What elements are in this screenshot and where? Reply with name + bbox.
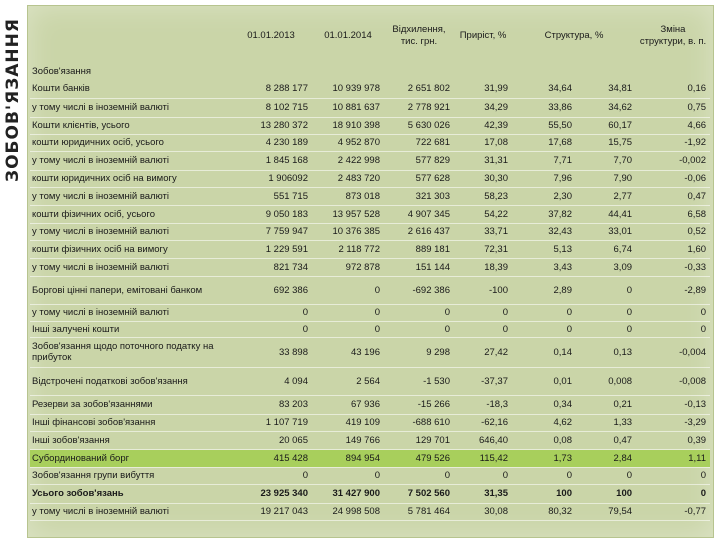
- cell-value: 0,47: [576, 431, 636, 449]
- cell-value: 31 427 900: [312, 484, 384, 503]
- cell-value: 0: [636, 304, 710, 321]
- table-row: [30, 431, 710, 449]
- cell-value: 1 107 719: [230, 414, 312, 431]
- cell-value: 2,84: [576, 449, 636, 467]
- cell-value: 83 203: [230, 395, 312, 414]
- cell-value: 692 386: [230, 276, 312, 304]
- table-row: [30, 258, 710, 276]
- cell-value: 17,68: [512, 134, 576, 151]
- cell-value: 873 018: [312, 187, 384, 205]
- cell-value: 0,01: [512, 367, 576, 395]
- row-label: Інші залучені кошти: [30, 321, 230, 337]
- row-label: Зобов'язання групи вибуття: [30, 467, 230, 484]
- cell-value: 0: [454, 321, 512, 337]
- cell-value: 4 907 345: [384, 205, 454, 223]
- row-label: Резерви за зобов'язаннями: [30, 395, 230, 414]
- cell-value: 7,70: [576, 151, 636, 170]
- cell-value: 100: [512, 484, 576, 503]
- table-row: [30, 395, 710, 414]
- cell-value: -18,3: [454, 395, 512, 414]
- cell-value: 5 630 026: [384, 117, 454, 134]
- cell-value: 0,16: [636, 79, 710, 98]
- table-row: [30, 79, 710, 98]
- cell-value: -688 610: [384, 414, 454, 431]
- cell-value: 5 781 464: [384, 503, 454, 520]
- table-row: [30, 276, 710, 304]
- row-label: у тому числі в іноземній валюті: [30, 503, 230, 520]
- cell-value: 1,60: [636, 240, 710, 258]
- cell-value: -0,008: [636, 367, 710, 395]
- header-structure-change: Зміна структури, в. п.: [639, 24, 707, 47]
- cell-value: 44,41: [576, 205, 636, 223]
- cell-value: 419 109: [312, 414, 384, 431]
- table-row: [30, 134, 710, 151]
- cell-value: 0: [636, 484, 710, 503]
- cell-value: 0: [384, 321, 454, 337]
- cell-value: 2,77: [576, 187, 636, 205]
- cell-value: 33 898: [230, 337, 312, 367]
- row-label: у тому числі в іноземній валюті: [30, 304, 230, 321]
- cell-value: 646,40: [454, 431, 512, 449]
- table-row: [30, 503, 710, 520]
- cell-value: 7 502 560: [384, 484, 454, 503]
- cell-value: 33,71: [454, 223, 512, 240]
- row-label: Інші фінансові зобов'язання: [30, 414, 230, 431]
- cell-value: 0: [384, 467, 454, 484]
- cell-value: 1,11: [636, 449, 710, 467]
- cell-value: 9 050 183: [230, 205, 312, 223]
- cell-value: 6,58: [636, 205, 710, 223]
- row-label: у тому числі в іноземній валюті: [30, 187, 230, 205]
- cell-value: 551 715: [230, 187, 312, 205]
- row-label: Кошти клієнтів, усього: [30, 117, 230, 134]
- section-label: Зобов'язання: [32, 66, 92, 77]
- cell-value: 415 428: [230, 449, 312, 467]
- cell-value: -1 530: [384, 367, 454, 395]
- cell-value: -0,77: [636, 503, 710, 520]
- cell-value: 54,22: [454, 205, 512, 223]
- cell-value: 129 701: [384, 431, 454, 449]
- cell-value: 0: [576, 304, 636, 321]
- row-label: Інші зобов'язання: [30, 431, 230, 449]
- cell-value: 34,64: [512, 79, 576, 98]
- side-title: ЗОБОВ'ЯЗАННЯ: [2, 18, 23, 182]
- cell-value: -692 386: [384, 276, 454, 304]
- cell-value: 60,17: [576, 117, 636, 134]
- cell-value: 0,13: [576, 337, 636, 367]
- row-label: Кошти банків: [30, 79, 230, 98]
- cell-value: 0: [636, 467, 710, 484]
- cell-value: 33,86: [512, 98, 576, 117]
- cell-value: 3,43: [512, 258, 576, 276]
- cell-value: 2 616 437: [384, 223, 454, 240]
- cell-value: 19 217 043: [230, 503, 312, 520]
- cell-value: 0,34: [512, 395, 576, 414]
- cell-value: 0: [512, 467, 576, 484]
- table-row: [30, 117, 710, 134]
- cell-value: 2 118 772: [312, 240, 384, 258]
- cell-value: 58,23: [454, 187, 512, 205]
- side-title-container: [0, 0, 25, 200]
- cell-value: 821 734: [230, 258, 312, 276]
- cell-value: 1 229 591: [230, 240, 312, 258]
- cell-value: 8 102 715: [230, 98, 312, 117]
- cell-value: 15,75: [576, 134, 636, 151]
- cell-value: 31,35: [454, 484, 512, 503]
- cell-value: 0,008: [576, 367, 636, 395]
- row-label: кошти юридичних осіб, усього: [30, 134, 230, 151]
- cell-value: 42,39: [454, 117, 512, 134]
- cell-value: 79,54: [576, 503, 636, 520]
- cell-value: -62,16: [454, 414, 512, 431]
- table-row: [30, 223, 710, 240]
- cell-value: 0: [454, 467, 512, 484]
- cell-value: 0: [576, 467, 636, 484]
- cell-value: 10 376 385: [312, 223, 384, 240]
- cell-value: 1 845 168: [230, 151, 312, 170]
- cell-value: 4 230 189: [230, 134, 312, 151]
- table-row: [30, 240, 710, 258]
- cell-value: 9 298: [384, 337, 454, 367]
- cell-value: 6,74: [576, 240, 636, 258]
- cell-value: 10 881 637: [312, 98, 384, 117]
- header-date-2013: 01.01.2013: [247, 30, 295, 41]
- cell-value: 18,39: [454, 258, 512, 276]
- cell-value: 0: [454, 304, 512, 321]
- cell-value: 27,42: [454, 337, 512, 367]
- cell-value: 0,08: [512, 431, 576, 449]
- table-row: [30, 449, 710, 467]
- cell-value: 5,13: [512, 240, 576, 258]
- cell-value: 151 144: [384, 258, 454, 276]
- cell-value: 31,31: [454, 151, 512, 170]
- table-row: [30, 205, 710, 223]
- cell-value: 34,62: [576, 98, 636, 117]
- cell-value: -3,29: [636, 414, 710, 431]
- cell-value: 889 181: [384, 240, 454, 258]
- header-row: [30, 8, 710, 64]
- cell-value: 7,71: [512, 151, 576, 170]
- row-label: Усього зобов'язань: [30, 484, 230, 503]
- cell-value: 2 778 921: [384, 98, 454, 117]
- liabilities-table: [30, 8, 710, 521]
- row-label: у тому числі в іноземній валюті: [30, 98, 230, 117]
- cell-value: 0: [312, 276, 384, 304]
- row-label: кошти фізичних осіб на вимогу: [30, 240, 230, 258]
- cell-value: -0,33: [636, 258, 710, 276]
- cell-value: 115,42: [454, 449, 512, 467]
- cell-value: 2 651 802: [384, 79, 454, 98]
- cell-value: 24 998 508: [312, 503, 384, 520]
- cell-value: 0,21: [576, 395, 636, 414]
- cell-value: 0,39: [636, 431, 710, 449]
- row-label: Зобов'язання щодо поточного податку на прибуток: [30, 337, 230, 367]
- cell-value: 479 526: [384, 449, 454, 467]
- table-row: [30, 484, 710, 503]
- cell-value: 4,66: [636, 117, 710, 134]
- cell-value: 18 910 398: [312, 117, 384, 134]
- cell-value: 0: [312, 304, 384, 321]
- cell-value: 30,30: [454, 170, 512, 187]
- cell-value: 72,31: [454, 240, 512, 258]
- cell-value: 0: [230, 321, 312, 337]
- cell-value: -100: [454, 276, 512, 304]
- row-label: кошти фізичних осіб, усього: [30, 205, 230, 223]
- cell-value: 7 759 947: [230, 223, 312, 240]
- cell-value: 7,90: [576, 170, 636, 187]
- cell-value: 0: [312, 321, 384, 337]
- cell-value: 8 288 177: [230, 79, 312, 98]
- cell-value: 0: [384, 304, 454, 321]
- cell-value: 1 906092: [230, 170, 312, 187]
- table-row: [30, 304, 710, 321]
- table-row: [30, 98, 710, 117]
- cell-value: 55,50: [512, 117, 576, 134]
- cell-value: 0: [230, 304, 312, 321]
- cell-value: -1,92: [636, 134, 710, 151]
- section-row: [30, 64, 710, 79]
- cell-value: -0,004: [636, 337, 710, 367]
- cell-value: 7,96: [512, 170, 576, 187]
- cell-value: -15 266: [384, 395, 454, 414]
- cell-value: 0,75: [636, 98, 710, 117]
- cell-value: 2 564: [312, 367, 384, 395]
- cell-value: 722 681: [384, 134, 454, 151]
- cell-value: 149 766: [312, 431, 384, 449]
- cell-value: 0,47: [636, 187, 710, 205]
- cell-value: 2 422 998: [312, 151, 384, 170]
- cell-value: 100: [576, 484, 636, 503]
- header-growth: Приріст, %: [459, 30, 507, 41]
- header-date-2014: 01.01.2014: [324, 30, 372, 41]
- cell-value: 4,62: [512, 414, 576, 431]
- cell-value: 0,14: [512, 337, 576, 367]
- cell-value: 1,33: [576, 414, 636, 431]
- row-label: Відстрочені податкові зобов'язання: [30, 367, 230, 395]
- cell-value: 37,82: [512, 205, 576, 223]
- table-row: [30, 321, 710, 337]
- table-row: [30, 170, 710, 187]
- cell-value: 31,99: [454, 79, 512, 98]
- cell-value: -0,002: [636, 151, 710, 170]
- cell-value: 67 936: [312, 395, 384, 414]
- cell-value: 17,08: [454, 134, 512, 151]
- cell-value: 0: [230, 467, 312, 484]
- cell-value: 30,08: [454, 503, 512, 520]
- cell-value: -0,06: [636, 170, 710, 187]
- cell-value: 4 094: [230, 367, 312, 395]
- table-row: [30, 337, 710, 367]
- cell-value: 34,81: [576, 79, 636, 98]
- header-structure: Структура, %: [544, 30, 604, 41]
- row-label: у тому числі в іноземній валюті: [30, 151, 230, 170]
- cell-value: 10 939 978: [312, 79, 384, 98]
- table-row: [30, 467, 710, 484]
- cell-value: 2 483 720: [312, 170, 384, 187]
- cell-value: 894 954: [312, 449, 384, 467]
- cell-value: 0: [512, 321, 576, 337]
- cell-value: 3,09: [576, 258, 636, 276]
- cell-value: 23 925 340: [230, 484, 312, 503]
- cell-value: 20 065: [230, 431, 312, 449]
- header-deviation: Відхилення, тис. грн.: [392, 24, 446, 47]
- cell-value: 321 303: [384, 187, 454, 205]
- cell-value: 0,52: [636, 223, 710, 240]
- cell-value: 32,43: [512, 223, 576, 240]
- table-row: [30, 151, 710, 170]
- cell-value: 33,01: [576, 223, 636, 240]
- cell-value: -37,37: [454, 367, 512, 395]
- cell-value: -2,89: [636, 276, 710, 304]
- cell-value: 4 952 870: [312, 134, 384, 151]
- cell-value: 0: [636, 321, 710, 337]
- cell-value: 577 829: [384, 151, 454, 170]
- row-label: Субординований борг: [30, 449, 230, 467]
- cell-value: 13 280 372: [230, 117, 312, 134]
- cell-value: 13 957 528: [312, 205, 384, 223]
- cell-value: -0,13: [636, 395, 710, 414]
- table-row: [30, 414, 710, 431]
- table-row: [30, 187, 710, 205]
- cell-value: 43 196: [312, 337, 384, 367]
- cell-value: 2,89: [512, 276, 576, 304]
- row-label: кошти юридичних осіб на вимогу: [30, 170, 230, 187]
- cell-value: 2,30: [512, 187, 576, 205]
- row-label: Боргові цінні папери, емітовані банком: [30, 276, 230, 304]
- cell-value: 972 878: [312, 258, 384, 276]
- cell-value: 577 628: [384, 170, 454, 187]
- cell-value: 0: [512, 304, 576, 321]
- cell-value: 0: [312, 467, 384, 484]
- cell-value: 34,29: [454, 98, 512, 117]
- cell-value: 80,32: [512, 503, 576, 520]
- row-label: у тому числі в іноземній валюті: [30, 223, 230, 240]
- cell-value: 0: [576, 321, 636, 337]
- row-label: у тому числі в іноземній валюті: [30, 258, 230, 276]
- header-blank: [30, 8, 230, 64]
- cell-value: 0: [576, 276, 636, 304]
- cell-value: 1,73: [512, 449, 576, 467]
- table-row: [30, 367, 710, 395]
